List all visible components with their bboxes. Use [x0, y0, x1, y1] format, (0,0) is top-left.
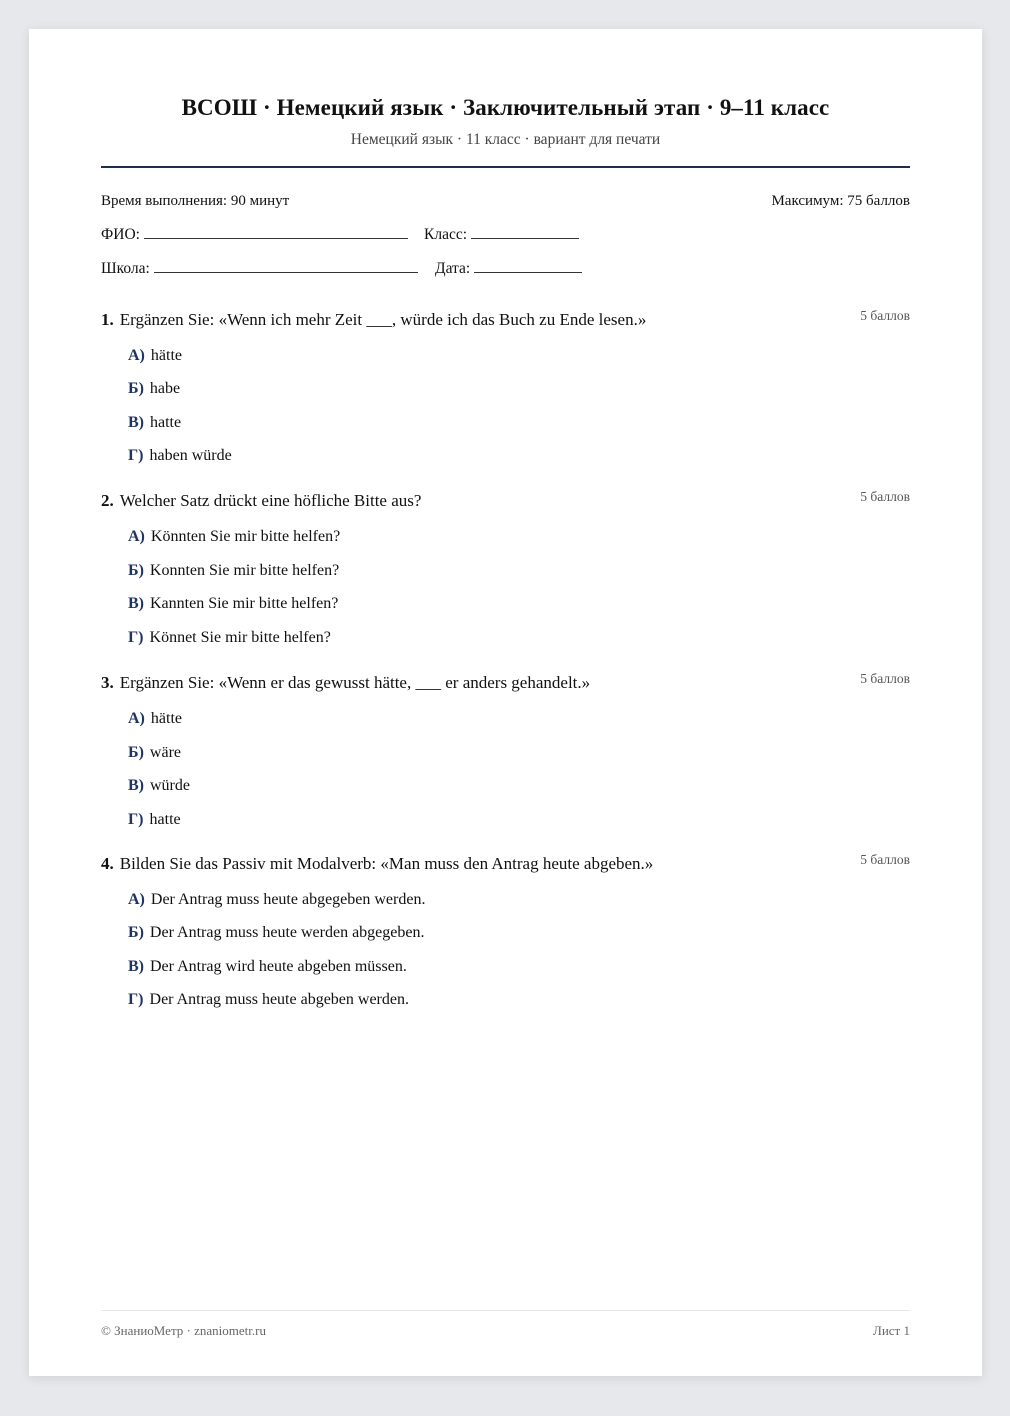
option-text: wäre — [149, 744, 181, 761]
max-score: Максимум: 75 баллов — [771, 193, 910, 209]
question-header — [101, 854, 910, 874]
option-letter: А) — [128, 710, 145, 727]
answer-option[interactable] — [128, 991, 409, 1009]
option-letter: Г) — [128, 629, 144, 646]
page-title: ВСОШ · Немецкий язык · Заключительный этап · 9–11 класс — [181, 95, 830, 120]
option-text: Konnten Sie mir bitte helfen? — [149, 562, 340, 579]
question-4 — [101, 852, 910, 1008]
answer-option[interactable] — [128, 891, 425, 909]
page-subtitle: Немецкий язык · 11 класс · вариант для печати — [350, 131, 661, 148]
answer-option[interactable] — [128, 528, 340, 546]
page-sheet — [29, 29, 982, 1376]
option-text: Der Antrag muss heute werden abgegeben. — [149, 924, 425, 941]
option-text: würde — [150, 777, 190, 794]
option-text: habe — [149, 380, 181, 397]
question-points: 5 баллов — [860, 489, 910, 504]
question-header — [101, 310, 910, 330]
date-line[interactable] — [474, 259, 582, 273]
question-text: Ergänzen Sie: «Wenn ich mehr Zeit ___, würde ich das Buch zu Ende lesen.» — [119, 310, 647, 329]
answer-option[interactable] — [128, 347, 182, 365]
option-letter: В) — [128, 595, 144, 612]
footer-divider — [101, 1310, 910, 1311]
question-number: 3. — [101, 673, 114, 692]
option-letter: В) — [128, 414, 144, 431]
question-number: 4. — [101, 854, 114, 873]
question-points: 5 баллов — [860, 671, 910, 686]
school-line[interactable] — [154, 259, 418, 273]
option-letter: Г) — [128, 991, 144, 1008]
answer-option[interactable] — [128, 562, 339, 580]
option-letter: А) — [128, 528, 145, 545]
option-letter: Б) — [128, 744, 144, 761]
option-text: hatte — [149, 811, 181, 828]
class-line[interactable] — [471, 225, 579, 239]
option-text: Könnten Sie mir bitte helfen? — [150, 528, 341, 545]
answer-option[interactable] — [128, 380, 180, 398]
question-1 — [101, 308, 910, 464]
option-text: haben würde — [149, 447, 232, 464]
answer-option[interactable] — [128, 629, 331, 647]
question-2 — [101, 489, 910, 646]
class-field[interactable] — [424, 225, 579, 244]
option-letter: А) — [128, 891, 145, 908]
time-limit: Время выполнения: 90 минут — [101, 193, 290, 209]
question-header — [101, 491, 910, 511]
class-label: Класс: — [424, 226, 468, 243]
question-3 — [101, 671, 910, 828]
option-text: Kannten Sie mir bitte helfen? — [150, 595, 339, 612]
header-divider — [101, 166, 910, 168]
school-field[interactable] — [101, 259, 418, 278]
option-text: Der Antrag muss heute abgeben werden. — [149, 991, 409, 1008]
option-text: hätte — [150, 347, 182, 364]
question-number: 1. — [101, 310, 114, 329]
option-text: Könnet Sie mir bitte helfen? — [149, 629, 331, 646]
option-text: Der Antrag muss heute abgegeben werden. — [150, 891, 426, 908]
option-letter: Г) — [128, 447, 144, 464]
option-letter: В) — [128, 958, 144, 975]
option-letter: Б) — [128, 924, 144, 941]
answer-option[interactable] — [128, 811, 181, 829]
answer-option[interactable] — [128, 414, 181, 432]
date-label: Дата: — [435, 260, 471, 277]
option-text: hatte — [150, 414, 182, 431]
answer-option[interactable] — [128, 958, 407, 976]
option-letter: Б) — [128, 380, 144, 397]
option-letter: Б) — [128, 562, 144, 579]
school-label: Школа: — [101, 260, 150, 277]
fio-line[interactable] — [144, 225, 408, 239]
page-content — [101, 29, 910, 1376]
question-points: 5 баллов — [860, 308, 910, 323]
page-number: Лист 1 — [873, 1323, 910, 1338]
question-text: Welcher Satz drückt eine höfliche Bitte aus? — [119, 491, 422, 510]
option-letter: А) — [128, 347, 145, 364]
answer-option[interactable] — [128, 447, 232, 465]
option-text: Der Antrag wird heute abgeben müssen. — [150, 958, 407, 975]
answer-option[interactable] — [128, 710, 182, 728]
fio-label: ФИО: — [101, 226, 140, 243]
option-letter: В) — [128, 777, 144, 794]
question-text: Bilden Sie das Passiv mit Modalverb: «Man muss den Antrag heute abgeben.» — [119, 854, 654, 873]
footer-copyright: © ЗнаниоМетр · znaniometr.ru — [101, 1323, 266, 1338]
answer-option[interactable] — [128, 595, 338, 613]
option-letter: Г) — [128, 811, 144, 828]
date-field[interactable] — [435, 259, 582, 278]
answer-option[interactable] — [128, 924, 424, 942]
question-header — [101, 673, 910, 693]
fio-field[interactable] — [101, 225, 408, 244]
question-text: Ergänzen Sie: «Wenn er das gewusst hätte, ___ er anders gehandelt.» — [119, 673, 591, 692]
option-text: hätte — [150, 710, 182, 727]
answer-option[interactable] — [128, 777, 190, 795]
question-number: 2. — [101, 491, 114, 510]
question-points: 5 баллов — [860, 852, 910, 867]
answer-option[interactable] — [128, 744, 181, 762]
